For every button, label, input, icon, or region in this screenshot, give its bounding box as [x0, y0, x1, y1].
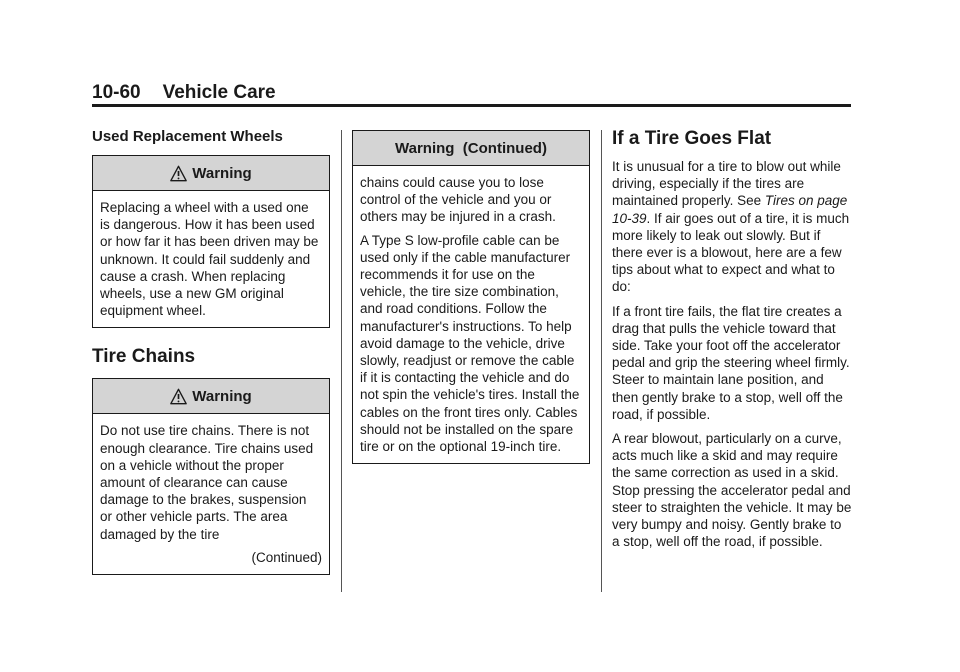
- text-run: . If air goes out of a tire, it is much more likely to leak out slowly. But if there ever is a blowout, here are a few tips about what to expect and what to do:: [612, 210, 850, 295]
- text-run: It is unusual for a tire to blow out while driving, especially if the tires are maintained properly. See: [612, 159, 841, 209]
- warning-title: Warning (Continued): [395, 139, 547, 157]
- warning-title: Warning: [192, 164, 252, 182]
- paragraph-intro: [612, 158, 852, 296]
- column-divider-2: [601, 130, 602, 592]
- section-name: Vehicle Care: [162, 82, 276, 103]
- section-title-tire-chains: Tire Chains: [92, 346, 196, 368]
- warning-body: [353, 166, 589, 463]
- warning-icon: [170, 165, 187, 182]
- page-number: 10-60: [92, 82, 141, 103]
- warning-box-continued: [352, 130, 590, 464]
- warning-header: [93, 379, 329, 414]
- warning-paragraph-2: A Type S low-profile cable can be used only if the cable manufacturer recommends it for use on the vehicle, the tire size combination, and road conditions. Follow the manufacturer's instructions. To help avoid damage to the vehicle, drive slowly, readjust or remove the cable if it is contacting the vehicle and do not spin the vehicle's tires. Install the cables on the front tires only. Cables should not be installed on the spare tire or on the optional 19-inch tire.: [360, 232, 580, 455]
- warning-text: Do not use tire chains. There is not enough clearance. Tire chains used on a vehicle without the proper amount of clearance can cause damage to the brakes, suspension or other vehicle parts. The area damaged by the tire: [100, 423, 314, 542]
- section-title-flat-tire: If a Tire Goes Flat: [612, 128, 772, 149]
- warning-box-used-wheels: [92, 155, 330, 328]
- column-2: [352, 130, 590, 464]
- header-rule: [92, 104, 851, 107]
- warning-header: [353, 131, 589, 166]
- warning-body: [93, 191, 329, 327]
- column-divider-1: [341, 130, 342, 592]
- continued-label: (Continued): [251, 549, 322, 565]
- warning-icon: [170, 388, 187, 405]
- cross-reference-link[interactable]: Tires on page 10-39: [612, 193, 848, 226]
- paragraph-front-tire: If a front tire fails, the flat tire creates a drag that pulls the vehicle toward that side. Take your foot off the accelerator pedal and grip the steering wheel firmly. Steer to maintain lane position, and then gently brake to a stop, well off the road, if possible.: [612, 303, 850, 422]
- warning-title: Warning: [192, 387, 252, 405]
- paragraph-rear-tire: A rear blowout, particularly on a curve, acts much like a skid and may require the same correction as used in a skid. Stop pressing the accelerator pedal and steer to straighten the vehicle. It may be very bumpy and noisy. Gently brake to a stop, well off the road, if possible.: [612, 431, 852, 550]
- warning-body: [93, 414, 329, 574]
- warning-box-tire-chains: [92, 378, 330, 575]
- page-header: [92, 82, 276, 104]
- subheading-used-wheels: Used Replacement Wheels: [92, 128, 283, 145]
- column-3: [612, 128, 852, 557]
- warning-text: Replacing a wheel with a used one is dangerous. How it has been used or how far it has been driven may be unknown. It could fail suddenly and cause a crash. When replacing wheels, use a new GM original equipment wheel.: [100, 200, 319, 319]
- warning-header: [93, 156, 329, 191]
- warning-paragraph-1: chains could cause you to lose control of the vehicle and you or others may be injured in a crash.: [360, 175, 556, 225]
- column-1: [92, 128, 330, 575]
